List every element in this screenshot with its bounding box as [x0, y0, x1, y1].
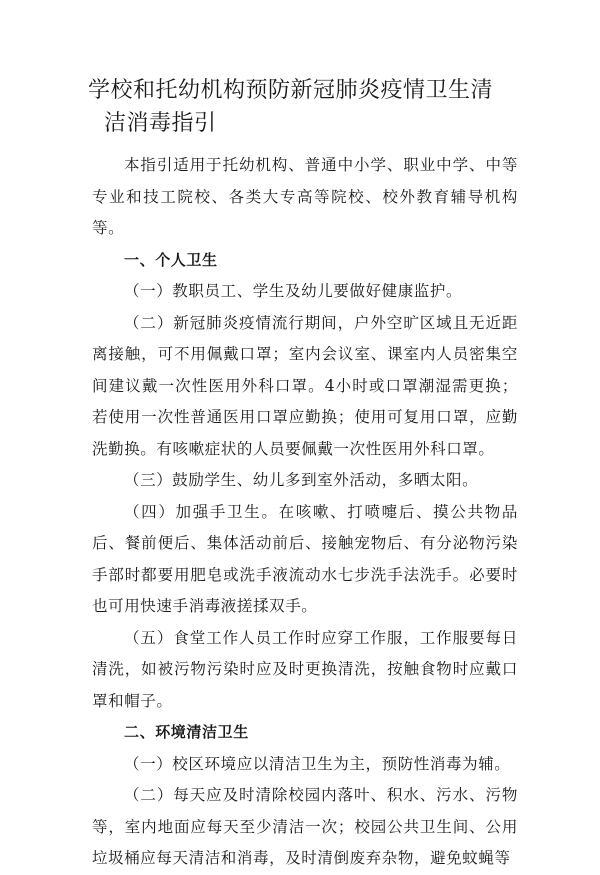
section1-item-1: （一）教职员工、学生及幼儿要做好健康监护。 — [124, 282, 463, 300]
section2-item-2: （二）每天应及时清除校园内落叶、积水、污水、污物等，室内地面应每天至少清洁一次；校园公共卫生间、公用垃圾桶应每天清洁和消毒，及时清倒废弃杂物，避免蚊蝇等 — [92, 786, 518, 867]
document-title — [88, 74, 528, 140]
title-line-2: 洁消毒指引 — [104, 111, 217, 136]
section1-item-2: （二）新冠肺炎疫情流行期间，户外空旷区域且无近距离接触，可不用佩戴口罩；室内会议室、课室内人员密集空间建议戴一次性医用外科口罩。4小时或口罩潮湿需更换；若使用一次性普通医用口罩应勤换；使用可复用口罩，应勤洗勤换。有咳嗽症状的人员要佩戴一次性医用外科口罩。 — [92, 313, 518, 458]
section1-item-5: （五）食堂工作人员工作时应穿工作服，工作服要每日清洗，如被污物污染时应及时更换清洗，按触食物时应戴口罩和帽子。 — [92, 628, 518, 710]
section1-item-3: （三）鼓励学生、幼儿多到室外活动，多晒太阳。 — [124, 471, 479, 489]
section2-item-1: （一）校区环境应以清洁卫生为主，预防性消毒为辅。 — [124, 754, 511, 773]
section-heading-personal-hygiene: 一、个人卫生 — [124, 250, 218, 269]
intro-paragraph: 本指引适用于托幼机构、普通中小学、职业中学、中等专业和技工院校、各类大专高等院校、校外教育辅导机构等。 — [92, 156, 518, 237]
section-heading-environment-cleaning: 二、环境清洁卫生 — [124, 723, 249, 741]
title-line-1: 学校和托幼机构预防新冠肺炎疫情卫生清 — [88, 78, 494, 103]
document-body — [92, 150, 518, 875]
section1-item-4: （四）加强手卫生。在咳嗽、打喷嚏后、摸公共物品后、餐前便后、集体活动前后、接触宠物后、有分泌物污染手部时都要用肥皂或洗手液流动水七步洗手法洗手。必要时也可用快速手消毒液搓揉双手。 — [92, 502, 518, 615]
